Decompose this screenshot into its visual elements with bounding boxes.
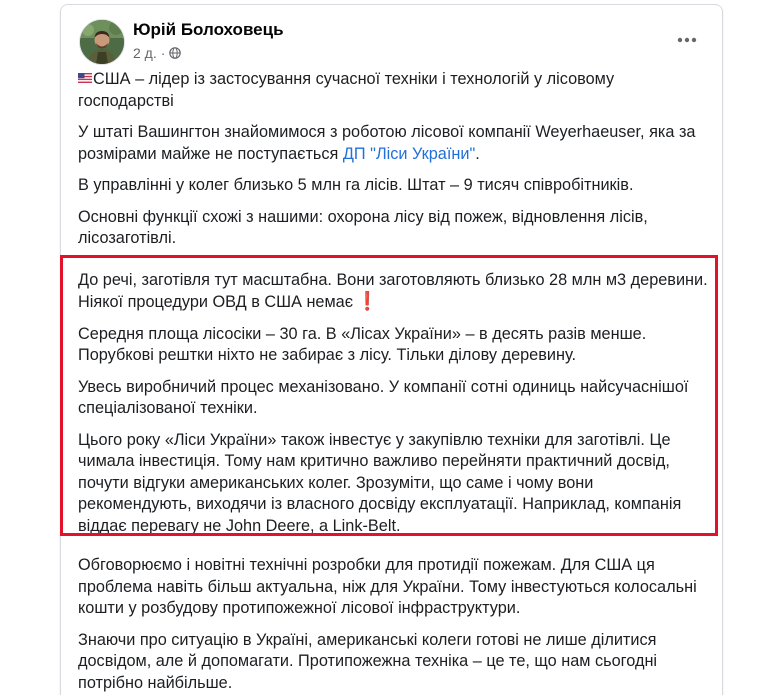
paragraph-8: Цього року «Ліси України» також інвестує у закупівлю техніки для заготівлі. Це чимала інвестиція. Тому нам критично важливо перейняти практичний досвід, почути відгуки американських колег. Зрозуміти, що саме і чому вони рекомендують, виходячи із власного досвіду експлуатації. Наприклад, компанія віддає перевагу не John Deere, а Link-Belt. [78,430,682,535]
post-body [78,69,708,695]
paragraph-5 [78,270,708,314]
post-meta [133,45,181,61]
paragraph-3: В управлінні у колег близько 5 млн га лісів. Штат – 9 тисяч співробітників. [78,176,634,194]
post-card [60,4,723,695]
meta-separator: · [160,45,166,61]
paragraph-10: Знаючи про ситуацію в Україні, американські колеги готові не лише ділитися досвідом, але й допомагати. Протипожежна техніка – це те, що нам сьогодні потрібно найбільше. [78,630,658,692]
paragraph-1-text: США – лідер із застосування сучасної техніки і технологій у лісовому господарстві [78,70,615,110]
paragraph-2 [78,122,708,165]
company-link[interactable]: ДП "Ліси України" [342,144,476,163]
us-flag-icon [78,73,92,83]
paragraph-6: Середня площа лісосіки – 30 га. В «Лісах України» – в десять разів менше. Порубкові рештки ніхто не забирає з лісу. Тільки ділову деревину. [78,324,647,364]
post-time[interactable]: 2 д. [133,45,157,61]
avatar-photo [80,20,124,64]
paragraph-4: Основні функції схожі з нашими: охорона лісу від пожеж, відновлення лісів, лісозаготівлі. [78,207,648,247]
more-options-icon[interactable] [669,25,705,55]
paragraph-2-text: У штаті Вашингтон знайомимося з роботою лісової компанії Weyerhaeuser, яка за розмірами майже не поступається [78,123,696,163]
paragraph-2-end: . [475,144,480,163]
globe-icon[interactable] [169,47,181,59]
paragraph-7: Увесь виробничий процес механізовано. У компанії сотні одиниць найсучаснішої спеціалізованої техніки. [78,377,689,417]
author-name[interactable]: Юрій Болоховець [133,20,284,39]
paragraph-5-text: До речі, заготівля тут масштабна. Вони заготовляють близько 28 млн м3 деревини. Ніякої процедури ОВД в США немає [78,270,708,311]
paragraph-9: Обговорюємо і новітні технічні розробки для протидії пожежам. Для США ця проблема навіть більш актуальна, ніж для України. Тому інвестуються колосальні кошти у розбудову протипожежної лісової інфраструктури. [78,556,697,617]
red-exclamation-icon: ❗ [356,291,379,311]
avatar[interactable] [79,19,125,65]
paragraph-1 [78,69,708,112]
